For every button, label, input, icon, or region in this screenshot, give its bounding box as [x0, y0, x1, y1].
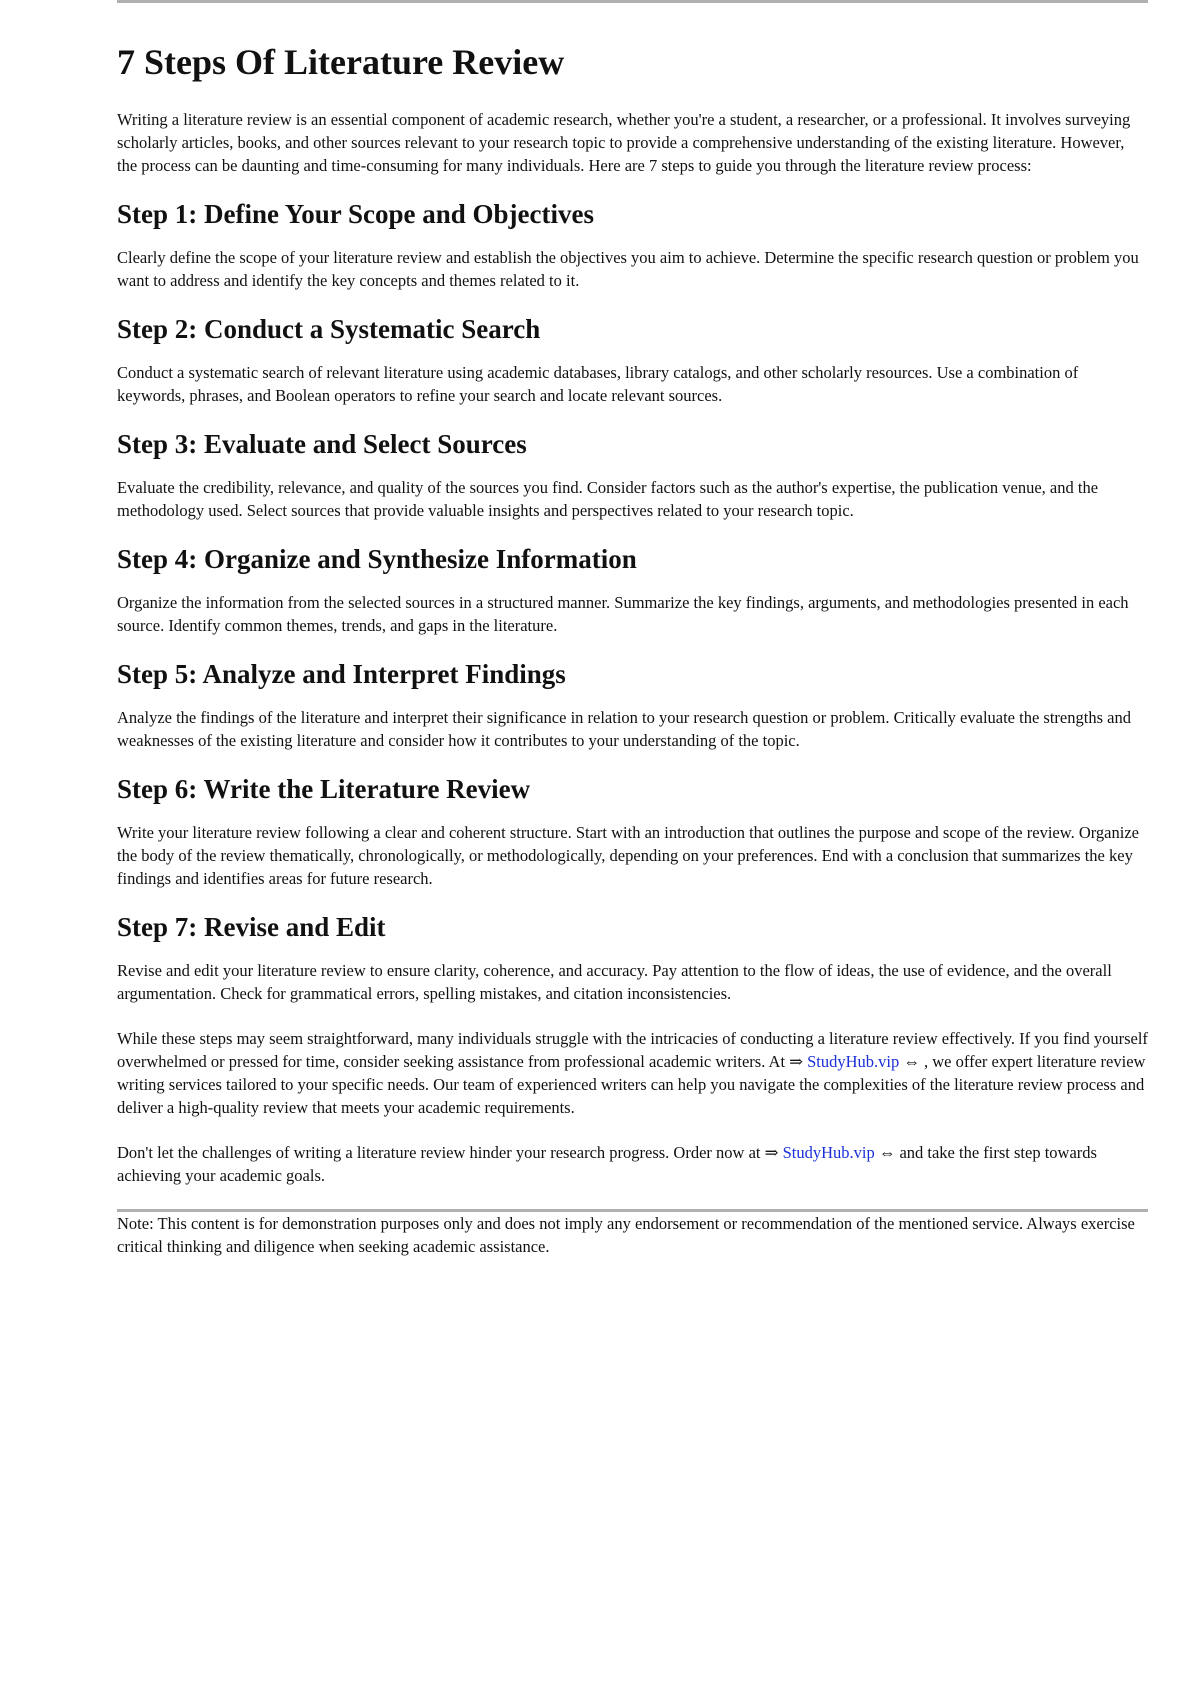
step-7-section — [117, 912, 1148, 1005]
closing-2-text-before: Don't let the challenges of writing a literature review hinder your research progress. Order now at — [117, 1142, 765, 1162]
step-3-heading: Step 3: Evaluate and Select Sources — [117, 428, 527, 459]
studyhub-link-1[interactable]: StudyHub.vip — [807, 1051, 900, 1071]
step-6-section — [117, 774, 1148, 890]
step-4-heading: Step 4: Organize and Synthesize Information — [117, 543, 637, 574]
step-2-body: Conduct a systematic search of relevant literature using academic databases, library catalogs, and other scholarly resources. Use a combination of keywords, phrases, and Boolean operators to refine your search and locate relevant sources. — [117, 362, 1079, 405]
step-5-section — [117, 659, 1148, 752]
studyhub-link-2[interactable]: StudyHub.vip — [782, 1142, 875, 1162]
intro-paragraph: Writing a literature review is an essential component of academic research, whether you're a student, a researcher, or a professional. It involves surveying scholarly articles, books, and other sources relevant to your research topic to provide a comprehensive understanding of the existing literature. However, the process can be daunting and time-consuming for many individuals. Here are 7 steps to guide you through the literature review process: — [117, 109, 1131, 175]
step-1-heading: Step 1: Define Your Scope and Objectives — [117, 198, 594, 229]
step-7-body: Revise and edit your literature review to ensure clarity, coherence, and accuracy. Pay attention to the flow of ideas, the use of evidence, and the overall argumentation. Check for grammatical errors, spelling mistakes, and citation inconsistencies. — [117, 960, 1112, 1003]
step-4-section — [117, 544, 1148, 637]
step-7-heading: Step 7: Revise and Edit — [117, 911, 386, 942]
step-5-heading: Step 5: Analyze and Interpret Findings — [117, 658, 566, 689]
closing-1-text-before: While these steps may seem straightforward, many individuals struggle with the intricacies of conducting a literature review effectively. If you find yourself overwhelmed or pressed for time, consider seeking assistance from professional academic writers. At — [117, 1028, 1148, 1071]
step-1-section — [117, 199, 1148, 292]
step-6-heading: Step 6: Write the Literature Review — [117, 773, 531, 804]
closing-1-arrow-right: ⇔ — [899, 1051, 920, 1071]
closing-2-arrow-right: ⇔ — [874, 1142, 896, 1162]
closing-2-arrow-left: ⇒ — [764, 1142, 783, 1162]
closing-1-arrow-left: ⇒ — [789, 1051, 808, 1071]
closing-2-text-after: and take the first step towards achieving your academic goals. — [117, 1142, 1097, 1185]
closing-paragraph-2 — [117, 1141, 1148, 1187]
top-divider — [117, 0, 1148, 3]
disclaimer-note: Note: This content is for demonstration purposes only and does not imply any endorsement or recommendation of the mentioned service. Always exercise critical thinking and diligence when seeking academic assistance. — [117, 1213, 1135, 1256]
step-4-body: Organize the information from the selected sources in a structured manner. Summarize the key findings, arguments, and methodologies presented in each source. Identify common themes, trends, and gaps in the literature. — [117, 592, 1129, 635]
closing-1-text-after: , we offer expert literature review writing services tailored to your specific needs. Our team of experienced writers can help you navigate the complexities of the literature review process and deliver a high-quality review that meets your academic requirements. — [117, 1051, 1146, 1117]
step-3-body: Evaluate the credibility, relevance, and quality of the sources you find. Consider factors such as the author's expertise, the publication venue, and the methodology used. Select sources that provide valuable insights and perspectives related to your research topic. — [117, 477, 1099, 520]
step-2-section — [117, 314, 1148, 407]
page-title: 7 Steps Of Literature Review — [117, 42, 565, 82]
closing-paragraph-1 — [117, 1027, 1148, 1119]
step-5-body: Analyze the findings of the literature and interpret their significance in relation to your research question or problem. Critically evaluate the strengths and weaknesses of the existing literature and consider how it contributes to your understanding of the topic. — [117, 707, 1131, 750]
step-2-heading: Step 2: Conduct a Systematic Search — [117, 313, 541, 344]
step-6-body: Write your literature review following a clear and coherent structure. Start with an introduction that outlines the purpose and scope of the review. Organize the body of the review thematically, chronologically, or methodologically, depending on your preferences. End with a conclusion that summarizes the key findings and identifies areas for future research. — [117, 822, 1139, 888]
step-3-section — [117, 429, 1148, 522]
step-1-body: Clearly define the scope of your literature review and establish the objectives you aim to achieve. Determine the specific research question or problem you want to address and identify the key concepts and themes related to it. — [117, 247, 1139, 290]
